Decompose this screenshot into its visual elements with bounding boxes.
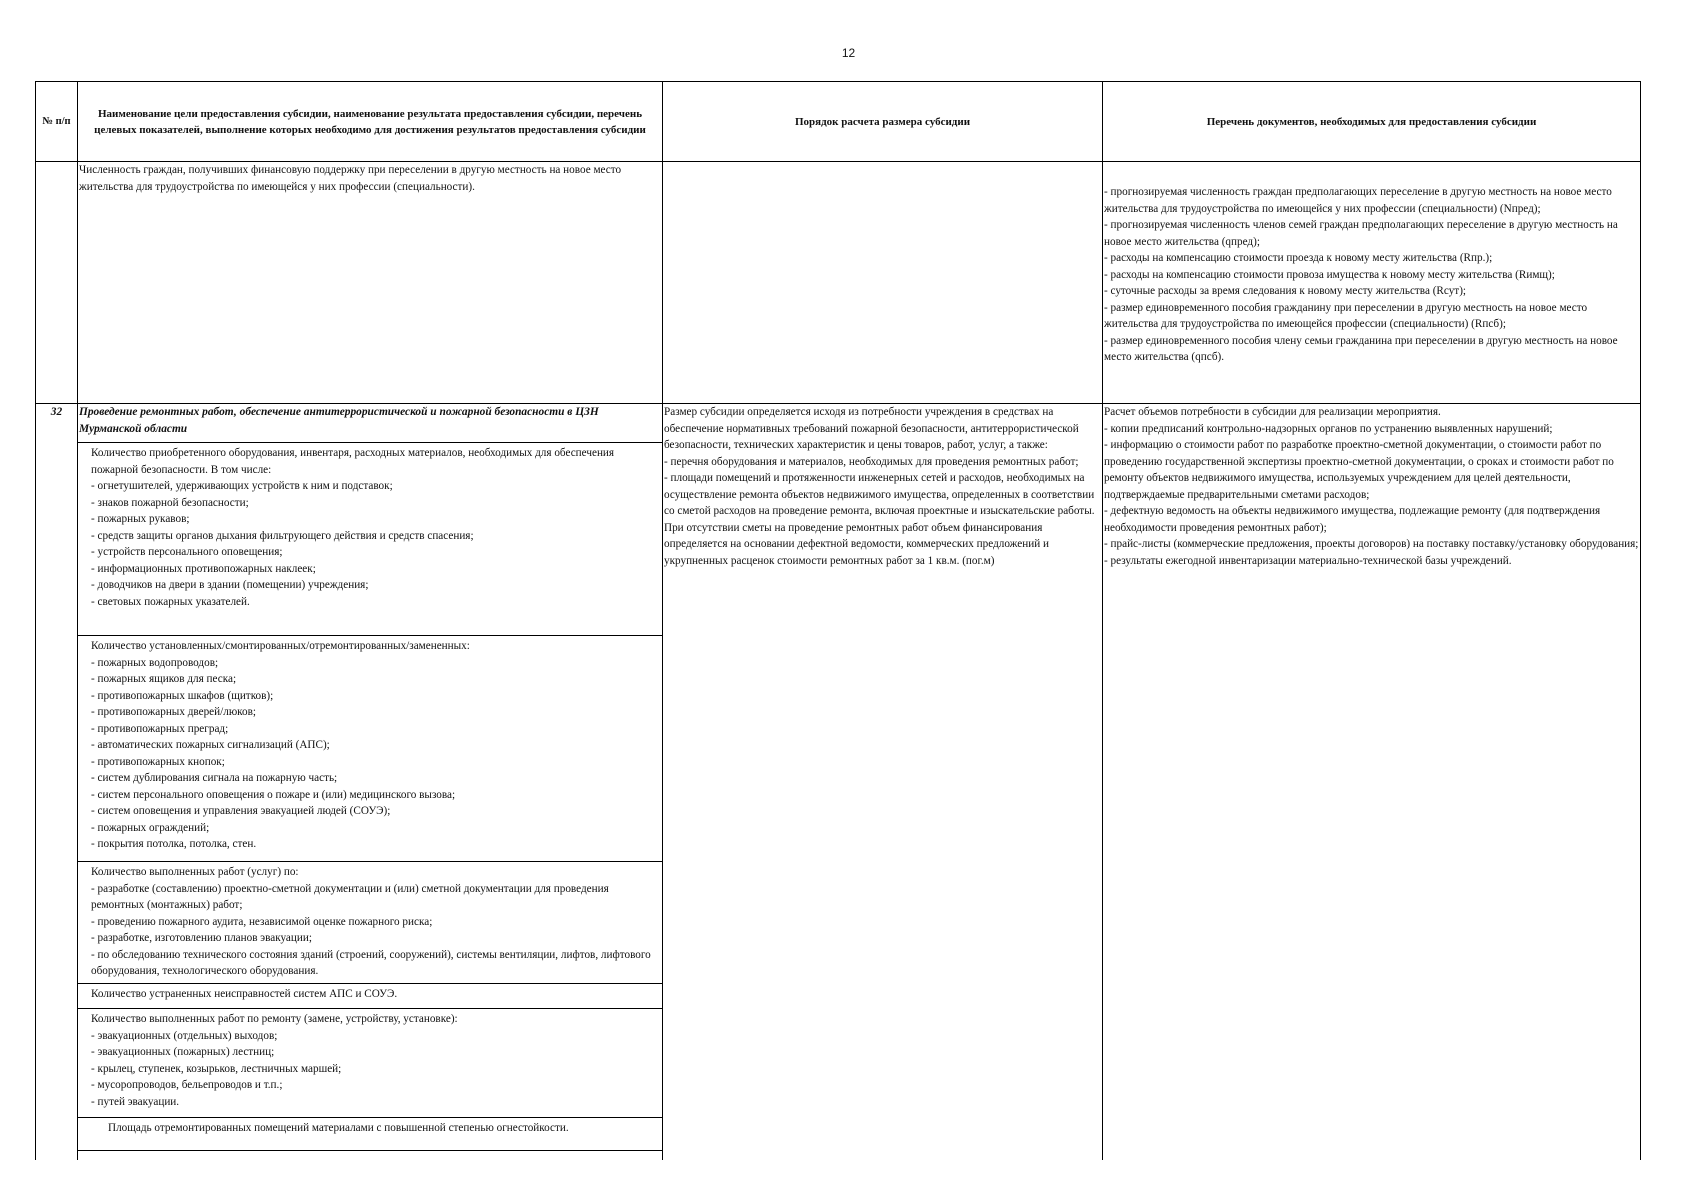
prev-row-goal-text: Численность граждан, получивших финансовую поддержку при переселении в другую местность на новое место жительства для трудоустройства по имеющейся у них профессии (специальности). <box>79 164 622 193</box>
indicator-repairs: Количество выполненных работ по ремонту (замене, устройству, установке): - эвакуационных (отдельных) выходов; - эвакуационных (пожарных) лестниц; - крылец, ступенек, козырьков, лестничных маршей; - мусоропроводов, бельепроводов и т.п.; - путей эвакуации. <box>91 1013 458 1108</box>
row-32-calc-text: Размер субсидии определяется исходя из потребности учреждения в средствах на обеспечение нормативных требований пожарной безопасности, антитеррористической безопасности, технических характеристик и цены товаров, работ, услуг, а также: - перечня оборудования и материалов, необходимых для проведения ремонтных работ; - площади помещений и протяженности инженерных сетей и расходов, необходимых на осуществление ремонта объектов недвижимого имущества, определенных в соответствии со сметой расходов на проведение ремонта, включая проектные и изыскательские работы. При отсутствии сметы на проведение ремонтных работ объем финансирования определяется на основании дефектной ведомости, коммерческих предложений и укрупненных расценок стоимости ремонтных работ за 1 кв.м. (пог.м) <box>664 406 1095 567</box>
indicator-divider-5 <box>77 1117 663 1118</box>
column-divider-2 <box>662 81 663 1160</box>
page-number: 12 <box>841 46 856 60</box>
indicator-faults: Количество устраненных неисправностей систем АПС и СОУЭ. <box>91 988 398 1000</box>
indicator-divider-1 <box>77 635 663 636</box>
indicator-divider-4 <box>77 1008 663 1009</box>
column-divider-1 <box>77 81 78 1160</box>
header-goal: Наименование цели предоставления субсидии, наименование результата предоставления субсидии, перечень целевых показателей, выполнение которых необходимо для достижения результатов предоставления субсидии <box>94 107 646 136</box>
row-32-docs-text: Расчет объемов потребности в субсидии для реализации мероприятия. - копии предписаний контрольно-надзорных органов по устранению выявленных нарушений; - информацию о стоимости работ по разработке проектно-сметной документации, о стоимости работ по проведению государственной экспертизы проектно-сметной документации, о сроках и стоимости работ по ремонту объектов недвижимого имущества, используемых учреждением для целей деятельности, подтверждаемые предварительными сметами расходов; - дефектную ведомость на объекты недвижимого имущества, подлежащие ремонту (для подтверждения необходимости проведения ремонтных работ); - прайс-листы (коммерческие предложения, проекты договоров) на поставку поставку/установку оборудования; - результаты ежегодной инвентаризации материально-технической базы учреждений. <box>1104 406 1639 567</box>
table-border-right <box>1640 81 1641 1160</box>
row-number: 32 <box>50 406 63 418</box>
indicator-divider-2 <box>77 861 663 862</box>
indicator-equipment: Количество приобретенного оборудования, инвентаря, расходных материалов, необходимых для обеспечения пожарной безопасности. В том числе: - огнетушителей, удерживающих устройств к ним и подставок; - знаков пожарной безопасности; - пожарных рукавов; - средств защиты органов дыхания фильтрующего действия и средств спасения; - устройств персонального оповещения; - информационных противопожарных наклеек; - доводчиков на двери в здании (помещении) учреждения; - световых пожарных указателей. <box>91 447 615 608</box>
indicator-area: Площадь отремонтированных помещений материалами с повышенной степенью огнестойкости. <box>108 1122 569 1134</box>
indicator-box-top <box>77 442 663 443</box>
header-docs: Перечень документов, необходимых для предоставления субсидии <box>1206 115 1537 128</box>
header-number: № п/п <box>42 115 71 127</box>
column-divider-3 <box>1102 81 1103 1160</box>
indicator-box-bottom <box>77 1150 663 1151</box>
prev-row-docs-text: - прогнозируемая численность граждан предполагающих переселение в другую местность на новое место жительства для трудоустройства по имеющейся у них профессии (специальности) (Nпред); - прогнозируемая численность членов семей граждан предполагающих переселение в другую местность на новое место жительства (qпред); - расходы на компенсацию стоимости проезда к новому месту жительства (Rпр.); - расходы на компенсацию стоимости провоза имущества к новому месту жительства (Rимщ); - суточные расходы за время следования к новому месту жительства (Rсут); - размер единовременного пособия гражданину при переселении в другую местность на новое место жительства для трудоустройства по имеющейся профессии (специальности) (Rпсб); - размер единовременного пособия члену семьи гражданина при переселении в другую местность на новое место жительства (qпсб). <box>1104 186 1618 363</box>
header-calc: Порядок расчета размера субсидии <box>794 115 971 128</box>
indicator-divider-3 <box>77 983 663 984</box>
indicator-services: Количество выполненных работ (услуг) по: - разработке (составлению) проектно-сметной документации и (или) сметной документации для проведения ремонтных (монтажных) работ; - проведению пожарного аудита, независимой оценке пожарного риска; - разработке, изготовлению планов эвакуации; - по обследованию технического состояния зданий (строений, сооружений), системы вентиляции, лифтов, лифтового оборудования, технологического оборудования. <box>91 866 651 977</box>
table-border-left <box>35 81 36 1160</box>
row-32-title: Проведение ремонтных работ, обеспечение антитеррористической и пожарной безопасности в ЦЗН Мурманской области <box>79 406 599 435</box>
indicator-installed: Количество установленных/смонтированных/отремонтированных/замененных: - пожарных водопроводов; - пожарных ящиков для песка; - противопожарных шкафов (щитков); - противопожарных дверей/люков; - противопожарных преград; - автоматических пожарных сигнализаций (АПС); - противопожарных кнопок; - систем дублирования сигнала на пожарную часть; - систем персонального оповещения о пожаре и (или) медицинского вызова; - систем оповещения и управления эвакуацией людей (СОУЭ); - пожарных ограждений; - покрытия потолка, потолка, стен. <box>91 640 470 850</box>
